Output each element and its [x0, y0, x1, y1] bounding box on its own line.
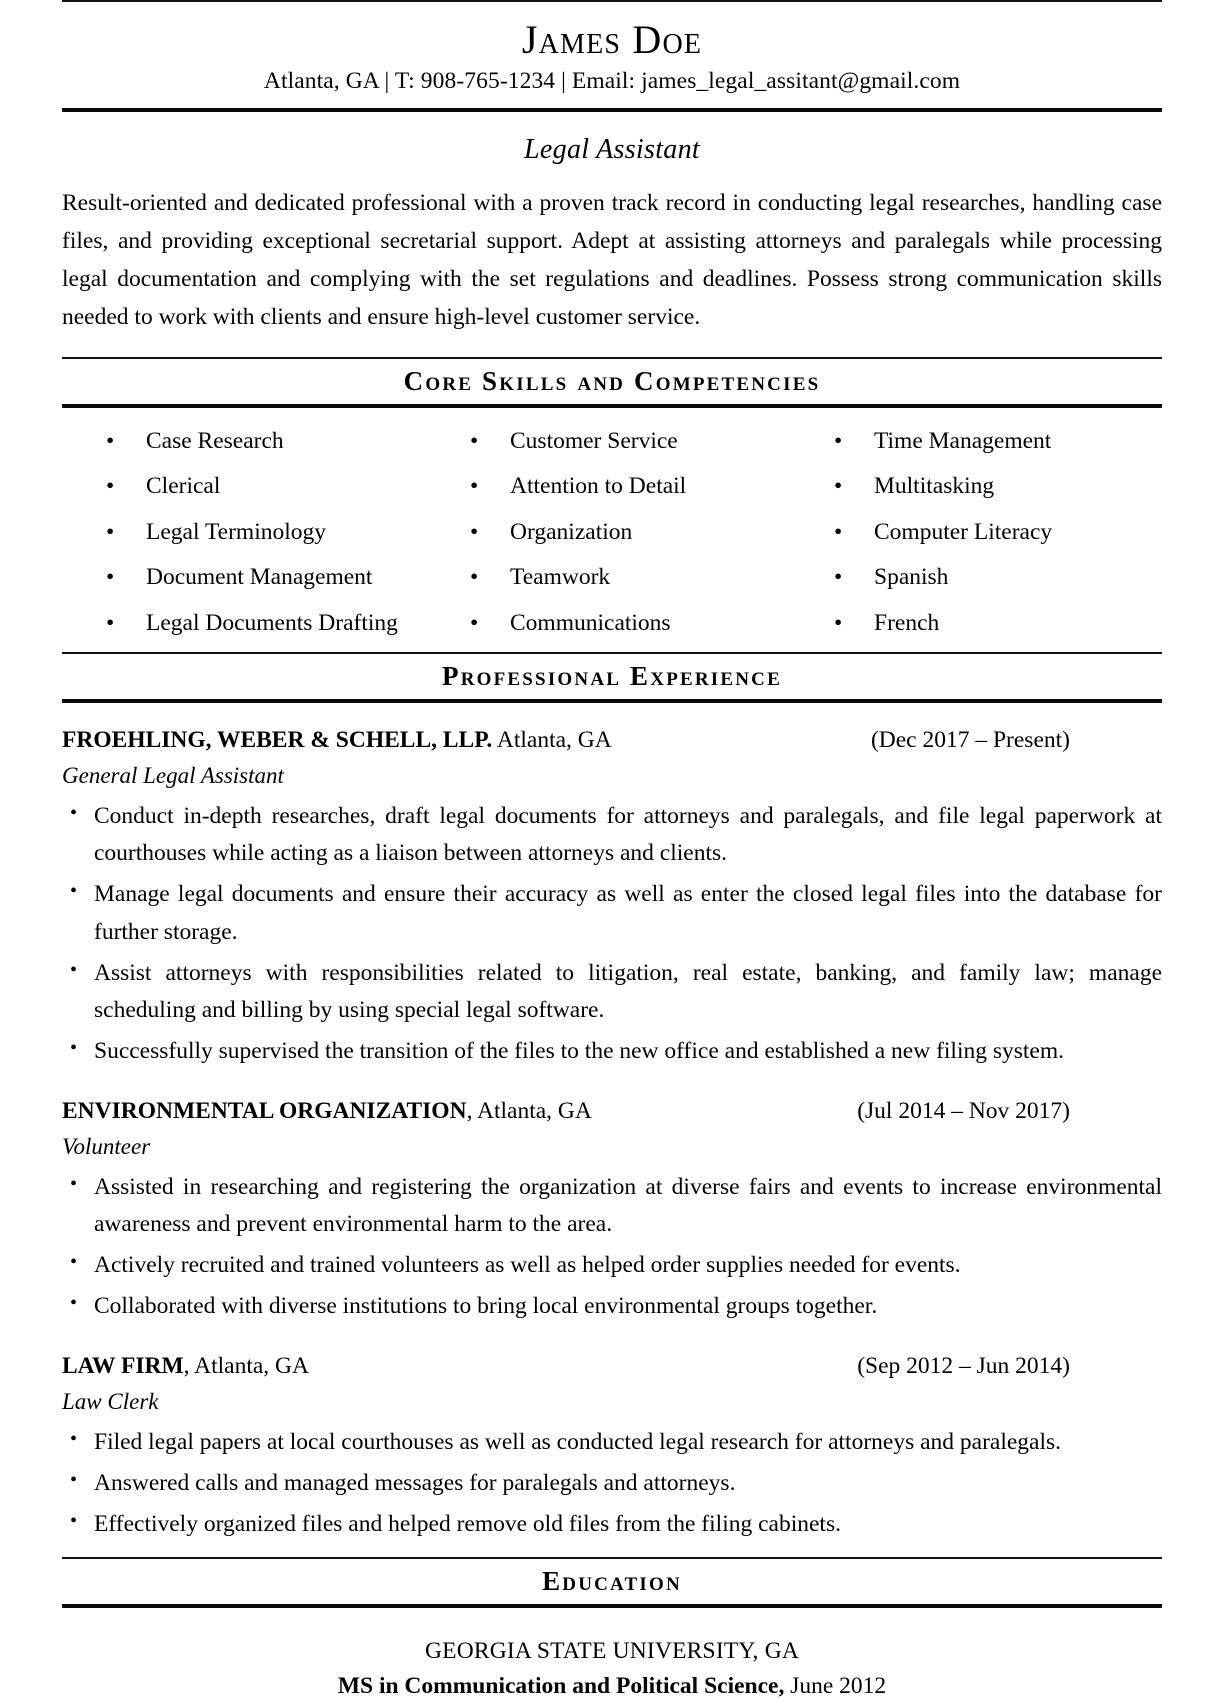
- skill-label: Clerical: [146, 473, 221, 500]
- education-degree: MS in Communication and Political Science,: [337, 1672, 785, 1699]
- education-entry: [62, 1608, 1162, 1704]
- job-dates: (Jul 2014 – Nov 2017): [857, 1098, 1070, 1125]
- job-headline: [62, 1351, 1162, 1382]
- header: [62, 2, 1162, 108]
- skill-label: Spanish: [874, 564, 949, 591]
- skill-label: Time Management: [874, 427, 1052, 454]
- skills-heading: Core Skills and Competencies: [403, 365, 821, 396]
- skill-item: [470, 609, 798, 638]
- job-bullet-text: Collaborated with diverse institutions to bring local environmental groups together.: [94, 1293, 878, 1320]
- skill-item: [470, 566, 798, 612]
- job-bullet: [62, 955, 1162, 1033]
- job-bullet-text: Successfully supervised the transition of the files to the new office and established a new filing system.: [94, 1037, 1065, 1064]
- skill-label: Multitasking: [874, 473, 995, 500]
- skill-item: [834, 518, 1162, 567]
- bullet-icon: •: [106, 518, 115, 545]
- professional-summary: Result-oriented and dedicated professional with a proven track record in conducting legal researches, handling case files, and providing exceptional secretarial support. Adept at assisting attorneys and paralegals while processing legal documentation and complying with the set regulations and deadlines. Possess strong communication skills needed to work with clients and ensure high-level customer service.: [62, 189, 1162, 330]
- education-heading: Education: [542, 1565, 682, 1596]
- skill-item: [106, 475, 434, 521]
- job-bullet-list: [62, 1418, 1162, 1547]
- section-professional-experience: [62, 652, 1162, 1553]
- bullet-icon: •: [470, 427, 479, 454]
- skills-column-2: [434, 427, 798, 638]
- skill-label: Communications: [510, 609, 671, 636]
- bullet-icon: •: [70, 802, 78, 825]
- section-core-skills: [62, 357, 1162, 650]
- bullet-icon: •: [106, 427, 115, 454]
- job-bullet: [62, 1506, 1162, 1547]
- education-school: GEORGIA STATE UNIVERSITY, GA: [424, 1637, 800, 1664]
- target-job-title: Legal Assistant: [524, 133, 700, 165]
- job-bullet: [62, 1465, 1162, 1506]
- skill-item: [106, 427, 434, 476]
- skill-label: Teamwork: [510, 564, 611, 591]
- skills-column-3: [798, 427, 1162, 638]
- bullet-icon: •: [470, 564, 479, 591]
- job-spacer: [62, 1335, 1162, 1351]
- job-organization: ENVIRONMENTAL ORGANIZATION: [62, 1098, 467, 1125]
- bullet-icon: •: [834, 427, 843, 454]
- skill-label: Organization: [510, 518, 633, 545]
- job-bullet-text: Answered calls and managed messages for paralegals and attorneys.: [94, 1470, 736, 1497]
- bullet-icon: •: [470, 609, 479, 636]
- experience-heading: Professional Experience: [442, 661, 782, 692]
- contact-line: Atlanta, GA | T: 908-765-1234 | Email: james_legal_assitant@gmail.com: [263, 68, 961, 95]
- bullet-icon: •: [106, 473, 115, 500]
- job-location: Atlanta, GA: [492, 727, 612, 754]
- skills-column-1: [62, 427, 434, 638]
- job-headline: [62, 1096, 1162, 1127]
- job-spacer: [62, 1080, 1162, 1096]
- bullet-icon: •: [834, 564, 843, 591]
- skill-label: Document Management: [146, 564, 373, 591]
- bullet-icon: •: [70, 1292, 78, 1315]
- job-organization-line: [62, 1351, 857, 1382]
- education-date: June 2012: [784, 1672, 887, 1699]
- job-bullet: [62, 1033, 1162, 1074]
- job-bullet-text: Conduct in-depth researches, draft legal documents for attorneys and paralegals, and file legal paperwork at courthouses while acting as a liaison between attorneys and clients.: [94, 803, 1162, 867]
- education-degree-line: [62, 1669, 1162, 1704]
- experience-item: [62, 1096, 1162, 1335]
- job-location: , Atlanta, GA: [183, 1353, 309, 1380]
- job-role: Volunteer: [62, 1133, 151, 1159]
- bullet-icon: •: [470, 518, 479, 545]
- job-bullet: [62, 1288, 1162, 1329]
- skill-label: Legal Terminology: [146, 518, 327, 545]
- job-bullet-text: Effectively organized files and helped remove old files from the filing cabinets.: [94, 1511, 841, 1538]
- job-dates: (Sep 2012 – Jun 2014): [857, 1353, 1070, 1380]
- bullet-icon: •: [470, 473, 479, 500]
- bullet-icon: •: [106, 609, 115, 636]
- job-bullet-text: Assist attorneys with responsibilities related to litigation, real estate, banking, and family law; manage scheduling and billing by using special legal software.: [94, 959, 1162, 1023]
- bullet-icon: •: [70, 1469, 78, 1492]
- job-bullet: [62, 1424, 1162, 1465]
- job-bullet: [62, 798, 1162, 876]
- skill-item: [834, 475, 1162, 521]
- bullet-icon: •: [70, 1036, 78, 1059]
- bullet-icon: •: [834, 609, 843, 636]
- skill-item: [470, 475, 798, 521]
- job-role: Law Clerk: [62, 1388, 159, 1414]
- skills-grid: [62, 408, 1162, 650]
- skill-label: Computer Literacy: [874, 518, 1053, 545]
- section-education: [62, 1557, 1162, 1704]
- experience-list: [62, 703, 1162, 1553]
- bullet-icon: •: [834, 518, 843, 545]
- bullet-icon: •: [70, 1510, 78, 1533]
- skill-label: Case Research: [146, 427, 284, 454]
- job-bullet: [62, 1247, 1162, 1288]
- job-headline: [62, 725, 1162, 756]
- skill-label: Legal Documents Drafting: [146, 609, 398, 636]
- job-location: , Atlanta, GA: [466, 1098, 592, 1125]
- job-bullet-list: [62, 1163, 1162, 1330]
- skill-item: [834, 609, 1162, 638]
- job-bullet-text: Assisted in researching and registering the organization at diverse fairs and events to increase environmental awareness and prevent environmental harm to the area.: [94, 1173, 1162, 1237]
- skill-item: [106, 609, 434, 638]
- bullet-icon: •: [106, 564, 115, 591]
- job-bullet: [62, 1169, 1162, 1247]
- job-organization-line: [62, 1096, 857, 1127]
- skill-label: Customer Service: [510, 427, 678, 454]
- skill-item: [106, 566, 434, 612]
- skill-label: French: [874, 609, 940, 636]
- job-bullet-list: [62, 792, 1162, 1074]
- experience-item: [62, 725, 1162, 1080]
- job-organization: FROEHLING, WEBER & SCHELL, LLP.: [62, 727, 493, 754]
- job-organization: LAW FIRM: [62, 1353, 184, 1380]
- skill-item: [106, 518, 434, 567]
- skill-label: Attention to Detail: [510, 473, 687, 500]
- bullet-icon: •: [70, 880, 78, 903]
- job-bullet-text: Manage legal documents and ensure their accuracy as well as enter the closed legal files into the database for further storage.: [94, 881, 1162, 945]
- experience-item: [62, 1351, 1162, 1553]
- candidate-name: James Doe: [521, 17, 703, 62]
- job-organization-line: [62, 725, 871, 756]
- job-dates: (Dec 2017 – Present): [870, 727, 1070, 754]
- bullet-icon: •: [70, 1428, 78, 1451]
- job-bullet-text: Actively recruited and trained volunteers as well as helped order supplies needed for events.: [94, 1252, 961, 1279]
- bullet-icon: •: [70, 1172, 78, 1195]
- skill-item: [470, 518, 798, 567]
- skill-item: [834, 566, 1162, 612]
- job-role: General Legal Assistant: [62, 762, 284, 788]
- job-bullet-text: Filed legal papers at local courthouses as well as conducted legal research for attorneys and paralegals.: [94, 1429, 1062, 1456]
- job-bullet: [62, 876, 1162, 954]
- bullet-icon: •: [70, 1251, 78, 1274]
- skill-item: [470, 427, 798, 476]
- bullet-icon: •: [834, 473, 843, 500]
- skill-item: [834, 427, 1162, 476]
- bullet-icon: •: [70, 958, 78, 981]
